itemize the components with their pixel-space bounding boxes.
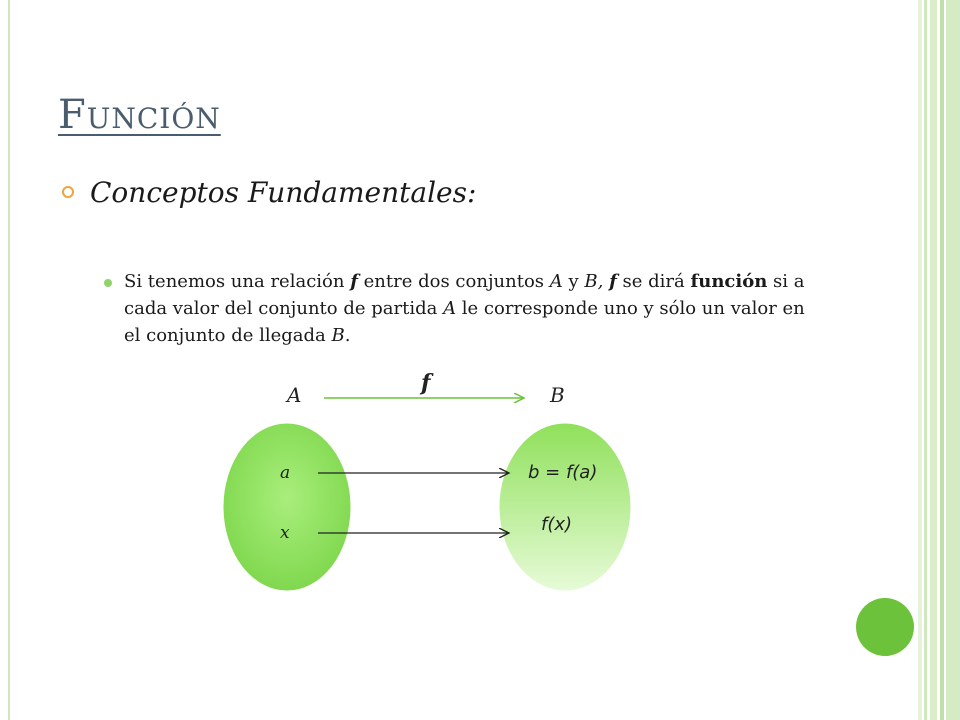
decorative-green-circle <box>856 598 914 656</box>
slide-title: Función <box>58 92 221 138</box>
function-label: f <box>421 370 431 396</box>
slide-heading: Conceptos Fundamentales: <box>90 176 477 209</box>
set-b-label: B <box>550 383 565 407</box>
set-b-ellipse <box>498 422 632 592</box>
set-a-label: A <box>287 383 302 407</box>
domain-element-x: x <box>280 523 290 543</box>
codomain-element-fx: f(x) <box>541 514 573 535</box>
codomain-element-fa: b = f(a) <box>528 462 598 483</box>
definition-text: Si tenemos una relación f entre dos conjuntos A y B, f se dirá función si a cada valor del conjunto de partida A le corresponde uno y sólo un valor en el conjunto de llegada B. <box>124 271 805 346</box>
domain-element-a: a <box>280 463 291 483</box>
set-a-ellipse <box>222 422 352 592</box>
